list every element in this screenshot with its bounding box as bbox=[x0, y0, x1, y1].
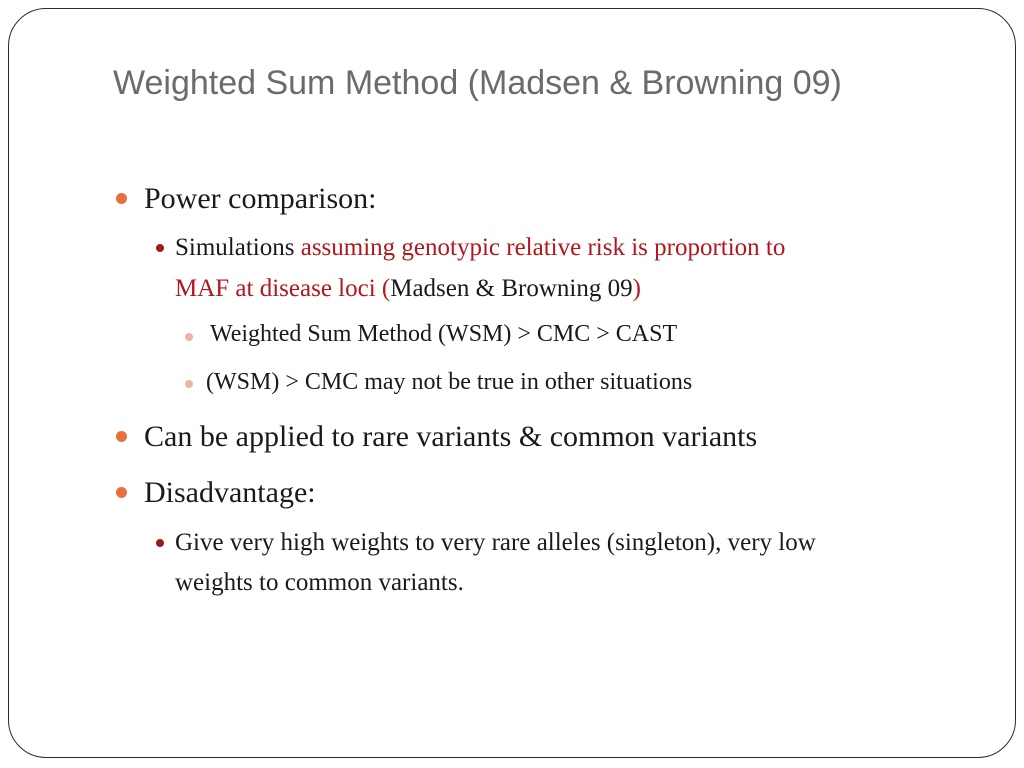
bullet-level3-icon bbox=[185, 380, 193, 388]
bullet-level2-icon bbox=[156, 244, 164, 252]
bullet-applicability: Can be applied to rare variants & common variants bbox=[144, 420, 758, 453]
bullet-wsm-caveat: (WSM) > CMC may not be true in other situations bbox=[206, 369, 693, 395]
bullet-level1-icon bbox=[116, 487, 127, 498]
simulations-text: Simulations bbox=[175, 234, 301, 261]
bullet-simulations-line1 bbox=[175, 234, 785, 262]
simulations-emphasis-text-2: MAF at disease loci ( bbox=[175, 275, 391, 302]
bullet-weights-line2: weights to common variants. bbox=[175, 569, 464, 596]
simulations-emphasis-text: assuming genotypic relative risk is proportion to bbox=[300, 234, 786, 261]
bullet-level1-icon bbox=[116, 193, 127, 204]
bullet-disadvantage: Disadvantage: bbox=[144, 476, 316, 509]
simulations-emphasis-text-3: ) bbox=[632, 275, 641, 302]
bullet-level2-icon bbox=[156, 539, 164, 547]
bullet-level1-icon bbox=[116, 431, 127, 442]
bullet-wsm-comparison: Weighted Sum Method (WSM) > CMC > CAST bbox=[210, 321, 678, 347]
bullet-power-comparison: Power comparison: bbox=[144, 182, 377, 215]
bullet-simulations-line2 bbox=[175, 275, 641, 303]
bullet-weights-line1: Give very high weights to very rare alleles (singleton), very low bbox=[175, 529, 816, 556]
slide-title: Weighted Sum Method (Madsen & Browning 09) bbox=[113, 64, 842, 102]
citation-text: Madsen & Browning 09 bbox=[390, 275, 633, 302]
bullet-level3-icon bbox=[185, 333, 193, 341]
